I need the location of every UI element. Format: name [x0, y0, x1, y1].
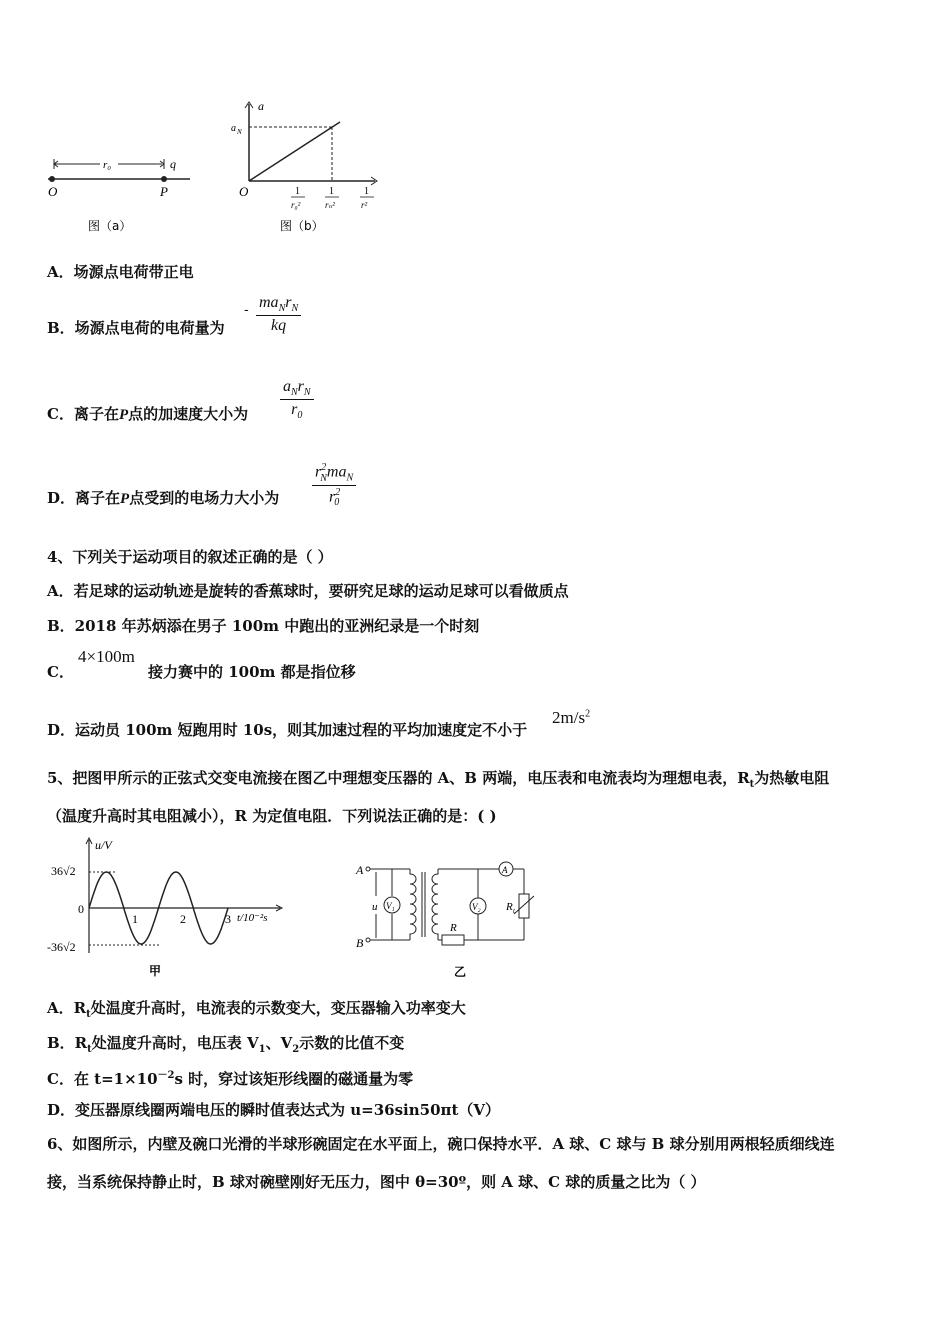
frac-d-num: r [315, 463, 322, 481]
frac-b-num2: r [285, 294, 292, 311]
tick1-den: r₀² [291, 200, 301, 210]
u-axis-label: u/V [95, 838, 112, 852]
ammeter-label: A [502, 865, 508, 875]
q4-option-c [47, 662, 74, 682]
minus-sign: - [244, 302, 249, 318]
frac-b-sub: N [278, 303, 286, 315]
graph-zero-label: 0 [78, 902, 84, 916]
q5-graph-jia [45, 835, 295, 985]
a-axis-label: a [258, 99, 264, 113]
q-label: q [170, 157, 176, 171]
q3-option-a: A．场源点电荷带正电 [47, 263, 194, 281]
r-label: R [450, 922, 457, 934]
graph-tick-3: 3 [225, 912, 231, 926]
graph-bottom-label: -36√2 [47, 940, 76, 954]
q4-c-prefix: C． [47, 663, 74, 681]
frac-c-num2: r [297, 378, 304, 395]
q5-b-rest3: 示数的比值不变 [299, 1034, 405, 1052]
graph-tick-1: 1 [132, 912, 138, 926]
frac-d-num2-sub: N [346, 472, 354, 484]
tick3-num: 1 [364, 186, 369, 197]
frac-d-den-sub: 0 [334, 497, 340, 509]
circuit-caption: 乙 [454, 965, 467, 979]
q5-circuit-yi [350, 852, 540, 982]
frac-c-den: r [291, 401, 298, 419]
frac-b-den: kq [271, 317, 287, 335]
q5-stem-line2: （温度升高时其电阻减小），R 为定值电阻．下列说法正确的是：( ) [47, 807, 497, 825]
q5-a-sub: t [86, 1009, 91, 1020]
point-p-label: P [160, 184, 168, 199]
q5-a-prefix: A．R [47, 999, 87, 1017]
q3-c-prefix: C．离子在 [47, 405, 119, 423]
graph-caption: 甲 [149, 964, 162, 978]
frac-b-num: ma [259, 294, 279, 311]
q4-option-d: D．运动员 100m 短跑用时 10s，则其加速过程的平均加速度定不小于 [47, 721, 528, 739]
tick2-den: rₙ² [325, 200, 335, 210]
q5-b-rest1: 处温度升高时，电压表 V [91, 1034, 259, 1052]
t-axis-label: t/10⁻²s [237, 912, 268, 924]
q5-a-rest: 处温度升高时，电流表的示数变大，变压器输入功率变大 [90, 999, 466, 1017]
q5-stem1-text: 5、把图甲所示的正弦式交变电流接在图乙中理想变压器的 A、B 两端，电压表和电流表均为理想电表，R [47, 769, 750, 787]
figure-b-caption: 图（b） [280, 219, 324, 233]
figure-a-caption: 图（a） [88, 219, 132, 233]
q4-c-suffix: 接力赛中的 100m 都是指位移 [148, 663, 356, 681]
q5-b-sub2: 2 [292, 1044, 300, 1055]
terminal-b-label: B [356, 936, 364, 950]
figure-b [225, 98, 385, 238]
q5-option-b [47, 1033, 404, 1060]
q5-stem1-sub: t [749, 779, 755, 790]
figure-a [40, 150, 200, 240]
q4-d-math [552, 708, 590, 728]
q5-stem-line1 [47, 768, 829, 795]
q4-d-math-text: 2m/s [552, 708, 586, 727]
q5-c-rest: s 时，穿过该矩形线圈的磁通量为零 [174, 1070, 414, 1088]
frac-d-num-sub: N [320, 472, 327, 484]
frac-d-den-sup: 2 [335, 486, 341, 498]
q3-d-suffix: 点受到的电场力大小为 [129, 489, 280, 507]
origin-label: O [239, 184, 249, 199]
q5-option-d: D．变压器原线圈两端电压的瞬时值表达式为 u=36sin50πt（V） [47, 1101, 501, 1119]
q4-d-math-sup: 2 [585, 708, 591, 720]
q3-d-p: P [120, 491, 130, 507]
frac-d-num-sup: 2 [321, 462, 327, 473]
tick2-num: 1 [329, 186, 334, 197]
q3-option-d [47, 488, 279, 509]
frac-c-sub: N [291, 387, 298, 399]
terminal-a-label: A [356, 863, 364, 877]
q3-option-b [47, 318, 225, 338]
q3-c-p: P [118, 407, 129, 423]
graph-top-label: 36√2 [51, 864, 76, 878]
q5-b-rest2: 、V [265, 1034, 293, 1052]
tick1-num: 1 [295, 186, 300, 197]
rt-subscript: t [513, 907, 515, 915]
a-n-subscript: N [237, 128, 242, 136]
q4-option-b: B．2018 年苏炳添在男子 100m 中跑出的亚洲纪录是一个时刻 [47, 617, 480, 635]
thermistor-rt [519, 894, 529, 918]
frac-d-den: r [328, 487, 336, 505]
q3-option-c-formula [280, 378, 314, 421]
q5-c-prefix: C．在 t=1×10 [47, 1070, 158, 1088]
q4-c-math: 4×100m [78, 647, 135, 666]
q3-d-prefix: D．离子在 [47, 489, 121, 507]
q5-option-c [47, 1066, 413, 1089]
fraction-b [256, 294, 301, 335]
q5-b-prefix: B．R [47, 1034, 88, 1052]
q4-stem: 4、下列关于运动项目的叙述正确的是（ ） [47, 548, 333, 566]
tick3-den: r² [361, 200, 368, 210]
q3-option-d-formula [312, 462, 356, 508]
frac-d-num2: ma [326, 463, 347, 481]
resistor-r [442, 935, 464, 945]
q5-option-a [47, 998, 466, 1025]
frac-c-den-sub: 0 [297, 410, 303, 422]
v2-label: V₂ [472, 902, 481, 912]
a-n-label: a [231, 123, 236, 134]
frac-c-num: a [283, 378, 291, 395]
fraction-c [280, 378, 314, 421]
rt-label: R [506, 901, 513, 913]
q3-c-suffix: 点的加速度大小为 [128, 405, 249, 423]
q5-stem1-end: 为热敏电阻 [754, 769, 830, 787]
q4-option-a: A．若足球的运动轨迹是旋转的香蕉球时，要研究足球的运动足球可以看做质点 [47, 582, 569, 600]
q6-stem-line1: 6、如图所示，内壁及碗口光滑的半球形碗固定在水平面上，碗口保持水平．A 球、C 球与 B 球分别用两根轻质细线连 [47, 1135, 835, 1153]
q5-c-sup: －2 [157, 1070, 175, 1081]
q6-stem-line2: 接，当系统保持静止时，B 球对碗壁刚好无压力，图中 θ=30º，则 A 球、C 球的质量之比为（ ） [47, 1173, 706, 1191]
q3-option-b-text: B．场源点电荷的电荷量为 [47, 319, 225, 337]
q3-option-c [47, 404, 248, 425]
point-o-label: O [48, 184, 58, 199]
graph-tick-2: 2 [180, 912, 186, 926]
r0-label: r₀ [103, 159, 112, 171]
q5-b-sub: t [87, 1044, 92, 1055]
frac-b-sub2: N [291, 303, 299, 315]
v1-label: V₁ [386, 901, 395, 911]
q5-b-sub1: 1 [258, 1044, 266, 1055]
u-label: u [372, 901, 378, 913]
frac-c-sub2: N [303, 387, 311, 399]
fraction-d [312, 462, 356, 508]
